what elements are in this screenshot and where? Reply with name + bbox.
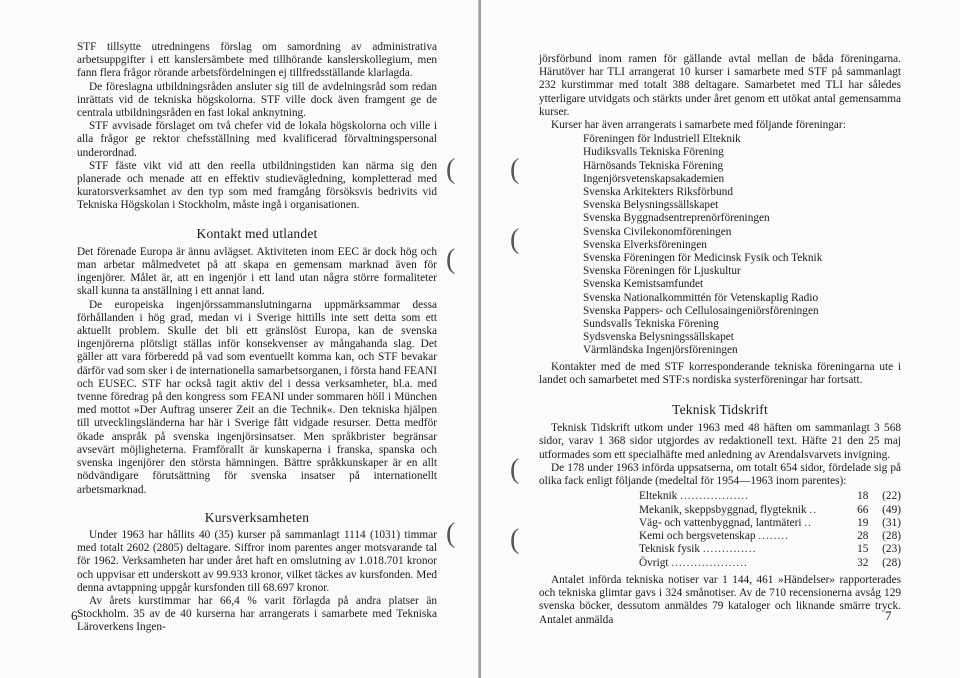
page-number: 6 bbox=[71, 608, 78, 623]
organization-list bbox=[539, 133, 901, 357]
list-item: Sydsvenska Belysningssällskapet bbox=[583, 331, 734, 344]
list-item: Hudiksvalls Tekniska Förening bbox=[583, 146, 724, 159]
list-item: Svenska Civilekonomföreningen bbox=[583, 225, 732, 238]
page-number: 7 bbox=[885, 608, 892, 623]
punch-hole-mark: ( bbox=[510, 154, 520, 185]
paragraph: De föreslagna utbildningsråden ansluter sig till de avdelningsråd som redan inrättats vid de tekniska högskolorna. STF ville dock även framgent ge de centrala utbildningsråden en fast lokal anknytning. bbox=[77, 80, 437, 120]
table-cell-count: 66 bbox=[857, 503, 869, 516]
list-item: Svenska Arkitekters Riksförbund bbox=[583, 186, 733, 199]
table-cell-average: (28) bbox=[882, 556, 901, 569]
list-item: Föreningen för Industriell Elteknik bbox=[583, 133, 741, 146]
punch-hole-mark: ( bbox=[446, 154, 456, 185]
table-cell-count: 32 bbox=[857, 556, 869, 569]
dot-leader: .................. bbox=[680, 490, 749, 503]
paragraph: STF avvisade förslaget om två chefer vid de lokala högskolorna och ville i alla frågor ge rektor chefsställning med kvalificerad förvaltningspersonal underordnad. bbox=[77, 120, 437, 159]
list-item: Värmländska Ingenjörsföreningen bbox=[583, 344, 738, 357]
table-cell-average: (31) bbox=[882, 516, 901, 529]
list-item: Svenska Belysningssällskapet bbox=[583, 199, 719, 212]
table-row bbox=[639, 490, 901, 503]
punch-hole-mark: ( bbox=[446, 518, 456, 549]
list-item: Härnösands Tekniska Förening bbox=[583, 159, 724, 172]
table-cell-subject: Väg- och vattenbyggnad, lantmäteri bbox=[639, 516, 802, 529]
list-item: Svenska Pappers- och Cellulosaingeniörsföreningen bbox=[583, 304, 819, 317]
table-cell-subject: Mekanik, skeppsbyggnad, flygteknik bbox=[639, 503, 807, 516]
paragraph: Antalet införda tekniska notiser var 1 144, 461 »Händelser» rapporterades och tekniska glimtar gavs i 324 smånotiser. Av de 710 recensionerna avsåg 129 svenska böcker, dessutom anmäldes 79 kataloger och liknande smärre tryck. Antalet anmälda bbox=[539, 574, 901, 626]
paragraph: De 178 under 1963 införda uppsatserna, om totalt 654 sidor, fördelade sig på olika fack enligt följande (medeltal för 1954—1963 inom parentes): bbox=[539, 461, 901, 488]
table-cell-count: 19 bbox=[857, 516, 869, 529]
right-page bbox=[481, 0, 960, 678]
table-cell-count: 15 bbox=[857, 543, 869, 556]
section-heading-tidskrift: Teknisk Tidskrift bbox=[672, 402, 768, 418]
table-cell-average: (49) bbox=[882, 503, 901, 516]
table-row bbox=[639, 504, 901, 517]
table-cell-subject: Övrigt bbox=[639, 556, 669, 569]
left-text-column bbox=[77, 41, 437, 635]
dot-leader: .................... bbox=[671, 556, 748, 569]
section-heading-kurs: Kursverksamheten bbox=[204, 509, 310, 525]
dot-leader: .............. bbox=[702, 543, 757, 556]
paragraph: Under 1963 har hållits 40 (35) kurser på sammanlagt 1114 (1031) timmar med totalt 2602 (2805) deltagare. Siffror inom parentes anger motsvarande tal för 1962. Verksamheten har under året haft en omslutning av 1.018.701 kronor och uppvisar ett underskott av 99.933 kronor, vilket täckes av kursfonden. Med denna avtappning uppgår kursfonden till 68.697 kronor. bbox=[77, 528, 437, 594]
punch-hole-mark: ( bbox=[510, 524, 520, 555]
list-item: Ingenjörsvetenskapsakademien bbox=[583, 172, 725, 185]
list-item: Svenska Föreningen för Medicinsk Fysik och Teknik bbox=[583, 252, 823, 265]
article-distribution-table bbox=[639, 490, 901, 570]
paragraph: Kontakter med de med STF korresponderande tekniska föreningarna ute i landet och samarbetet med STF:s nordiska systerföreningar har fortsatt. bbox=[539, 360, 901, 386]
table-row bbox=[639, 517, 901, 530]
table-row bbox=[639, 530, 901, 543]
table-cell-average: (28) bbox=[882, 530, 901, 543]
dot-leader: .. bbox=[804, 516, 812, 529]
paragraph: STF tillsytte utredningens förslag om samordning av administrativa arbetsuppgifter i ett kanslersämbete med tillhörande kanslerskollegium, men fann flera frågor rörande arbetsfördelningen ej tillfredsställande klarlagda. bbox=[77, 41, 437, 80]
paragraph: Kurser har även arrangerats i samarbete med följande föreningar: bbox=[551, 119, 846, 132]
dot-leader: ........ bbox=[758, 530, 789, 543]
list-item: Sundsvalls Tekniska Förening bbox=[583, 318, 719, 331]
table-cell-count: 18 bbox=[857, 490, 869, 503]
paragraph: De europeiska ingenjörssammanslutningarna uppmärksammar dessa förhållanden i hög grad, medan vi i Sverige hittills inte sett detta som ett aktuellt problem. Skulle det bli ett gränslöst Europa, kan de svenska ingenjörerna plötsligt ställas inför konsekvenser av mångahanda slag. Det gäller att vara förberedd på vad som eventuellt komma kan, och STF bevakar därför vad som sker i de internationella samarbetsorganen, i första hand FEANI och EUSEC. STF har också tagit aktiv del i dessa verksamheter, bl.a. med tvenne föredrag på den kongress som FEANI under sommaren höll i München med mottot »Der Auftrag unserer Zeit an die Technik«. Den tekniska hjälpen till utvecklingsländerna har här i Sverige fått vidgade resurser. Detta medför ökade anspråk på svenska ingenjörsinsatser. Men språkbrister begränsar avsevärt möjligheterna. Framförallt är kunskaperna i franska, spanska och svenska ingenjörer den största hämningen. Bättre språkkunskaper är en allt nödvändigare förutsättning för svenska insatser på internationellt arbetsmarknad. bbox=[77, 298, 437, 496]
list-item: Svenska Kemistsamfundet bbox=[583, 278, 704, 291]
paragraph: jörsförbund inom ramen för gällande avtal mellan de båda föreningarna. Härutöver har TLI arrangerat 10 kurser i samarbete med STF på sammanlagt 232 kurstimmar med totalt 388 deltagare. Samarbetet med TLI har således ytterligare utvidgats och stärkts under året genom ett utökat antal gemensamma kurser. bbox=[539, 53, 901, 118]
paragraph: Teknisk Tidskrift utkom under 1963 med 48 häften om sammanlagt 3 568 sidor, varav 1 368 sidor utgjordes av redaktionell text. Häfte 21 den 25 maj utformades som ett specialhäfte med anledning av Arendalsvarvets invigning. bbox=[539, 422, 901, 461]
table-cell-count: 28 bbox=[857, 530, 869, 543]
punch-hole-mark: ( bbox=[510, 454, 520, 485]
list-item: Svenska Nationalkommittén för Vetenskaplig Radio bbox=[583, 291, 819, 304]
right-text-column bbox=[539, 53, 901, 627]
list-item: Svenska Byggnadsentreprenörföreningen bbox=[583, 212, 770, 225]
table-cell-subject: Kemi och bergsvetenskap bbox=[639, 530, 756, 543]
paragraph: STF fäste vikt vid att den reella utbildningstiden kan närma sig den planerade och menade att en effektiv studievägledning, kompletterad med kuratorsverksamhet av den typ som med framgång försöksvis bedrivits vid Tekniska Högskolan i Stockholm, måste ingå i organisationen. bbox=[77, 159, 437, 212]
table-cell-average: (23) bbox=[882, 543, 901, 556]
left-page bbox=[0, 0, 479, 678]
dot-leader: .. bbox=[809, 503, 818, 516]
list-item: Svenska Elverksföreningen bbox=[583, 238, 707, 251]
paragraph: Av årets kurstimmar har 66,4 % varit förlagda på andra platser än Stockholm. 35 av de 40 kurserna har arrangerats i samarbete med Tekniska Läroverkens Ingen- bbox=[77, 594, 437, 634]
table-row bbox=[639, 557, 901, 570]
table-cell-average: (22) bbox=[882, 490, 901, 503]
punch-hole-mark: ( bbox=[446, 244, 456, 275]
section-heading-kontakt: Kontakt med utlandet bbox=[196, 225, 318, 241]
paragraph: Det förenade Europa är ännu avlägset. Aktiviteten inom EEC är dock hög och man arbetar målmedvetet på att skapa en gemensam marknad även för ingenjörer. Målet är, att en ingenjör i ett land utan några större formaliteter skall kunna ta anställning i ett annat land. bbox=[77, 245, 437, 298]
list-item: Svenska Föreningen för Ljuskultur bbox=[583, 265, 741, 278]
table-cell-subject: Elteknik bbox=[639, 490, 678, 503]
table-row bbox=[639, 543, 901, 556]
punch-hole-mark: ( bbox=[510, 224, 520, 255]
table-cell-subject: Teknisk fysik bbox=[639, 543, 701, 556]
